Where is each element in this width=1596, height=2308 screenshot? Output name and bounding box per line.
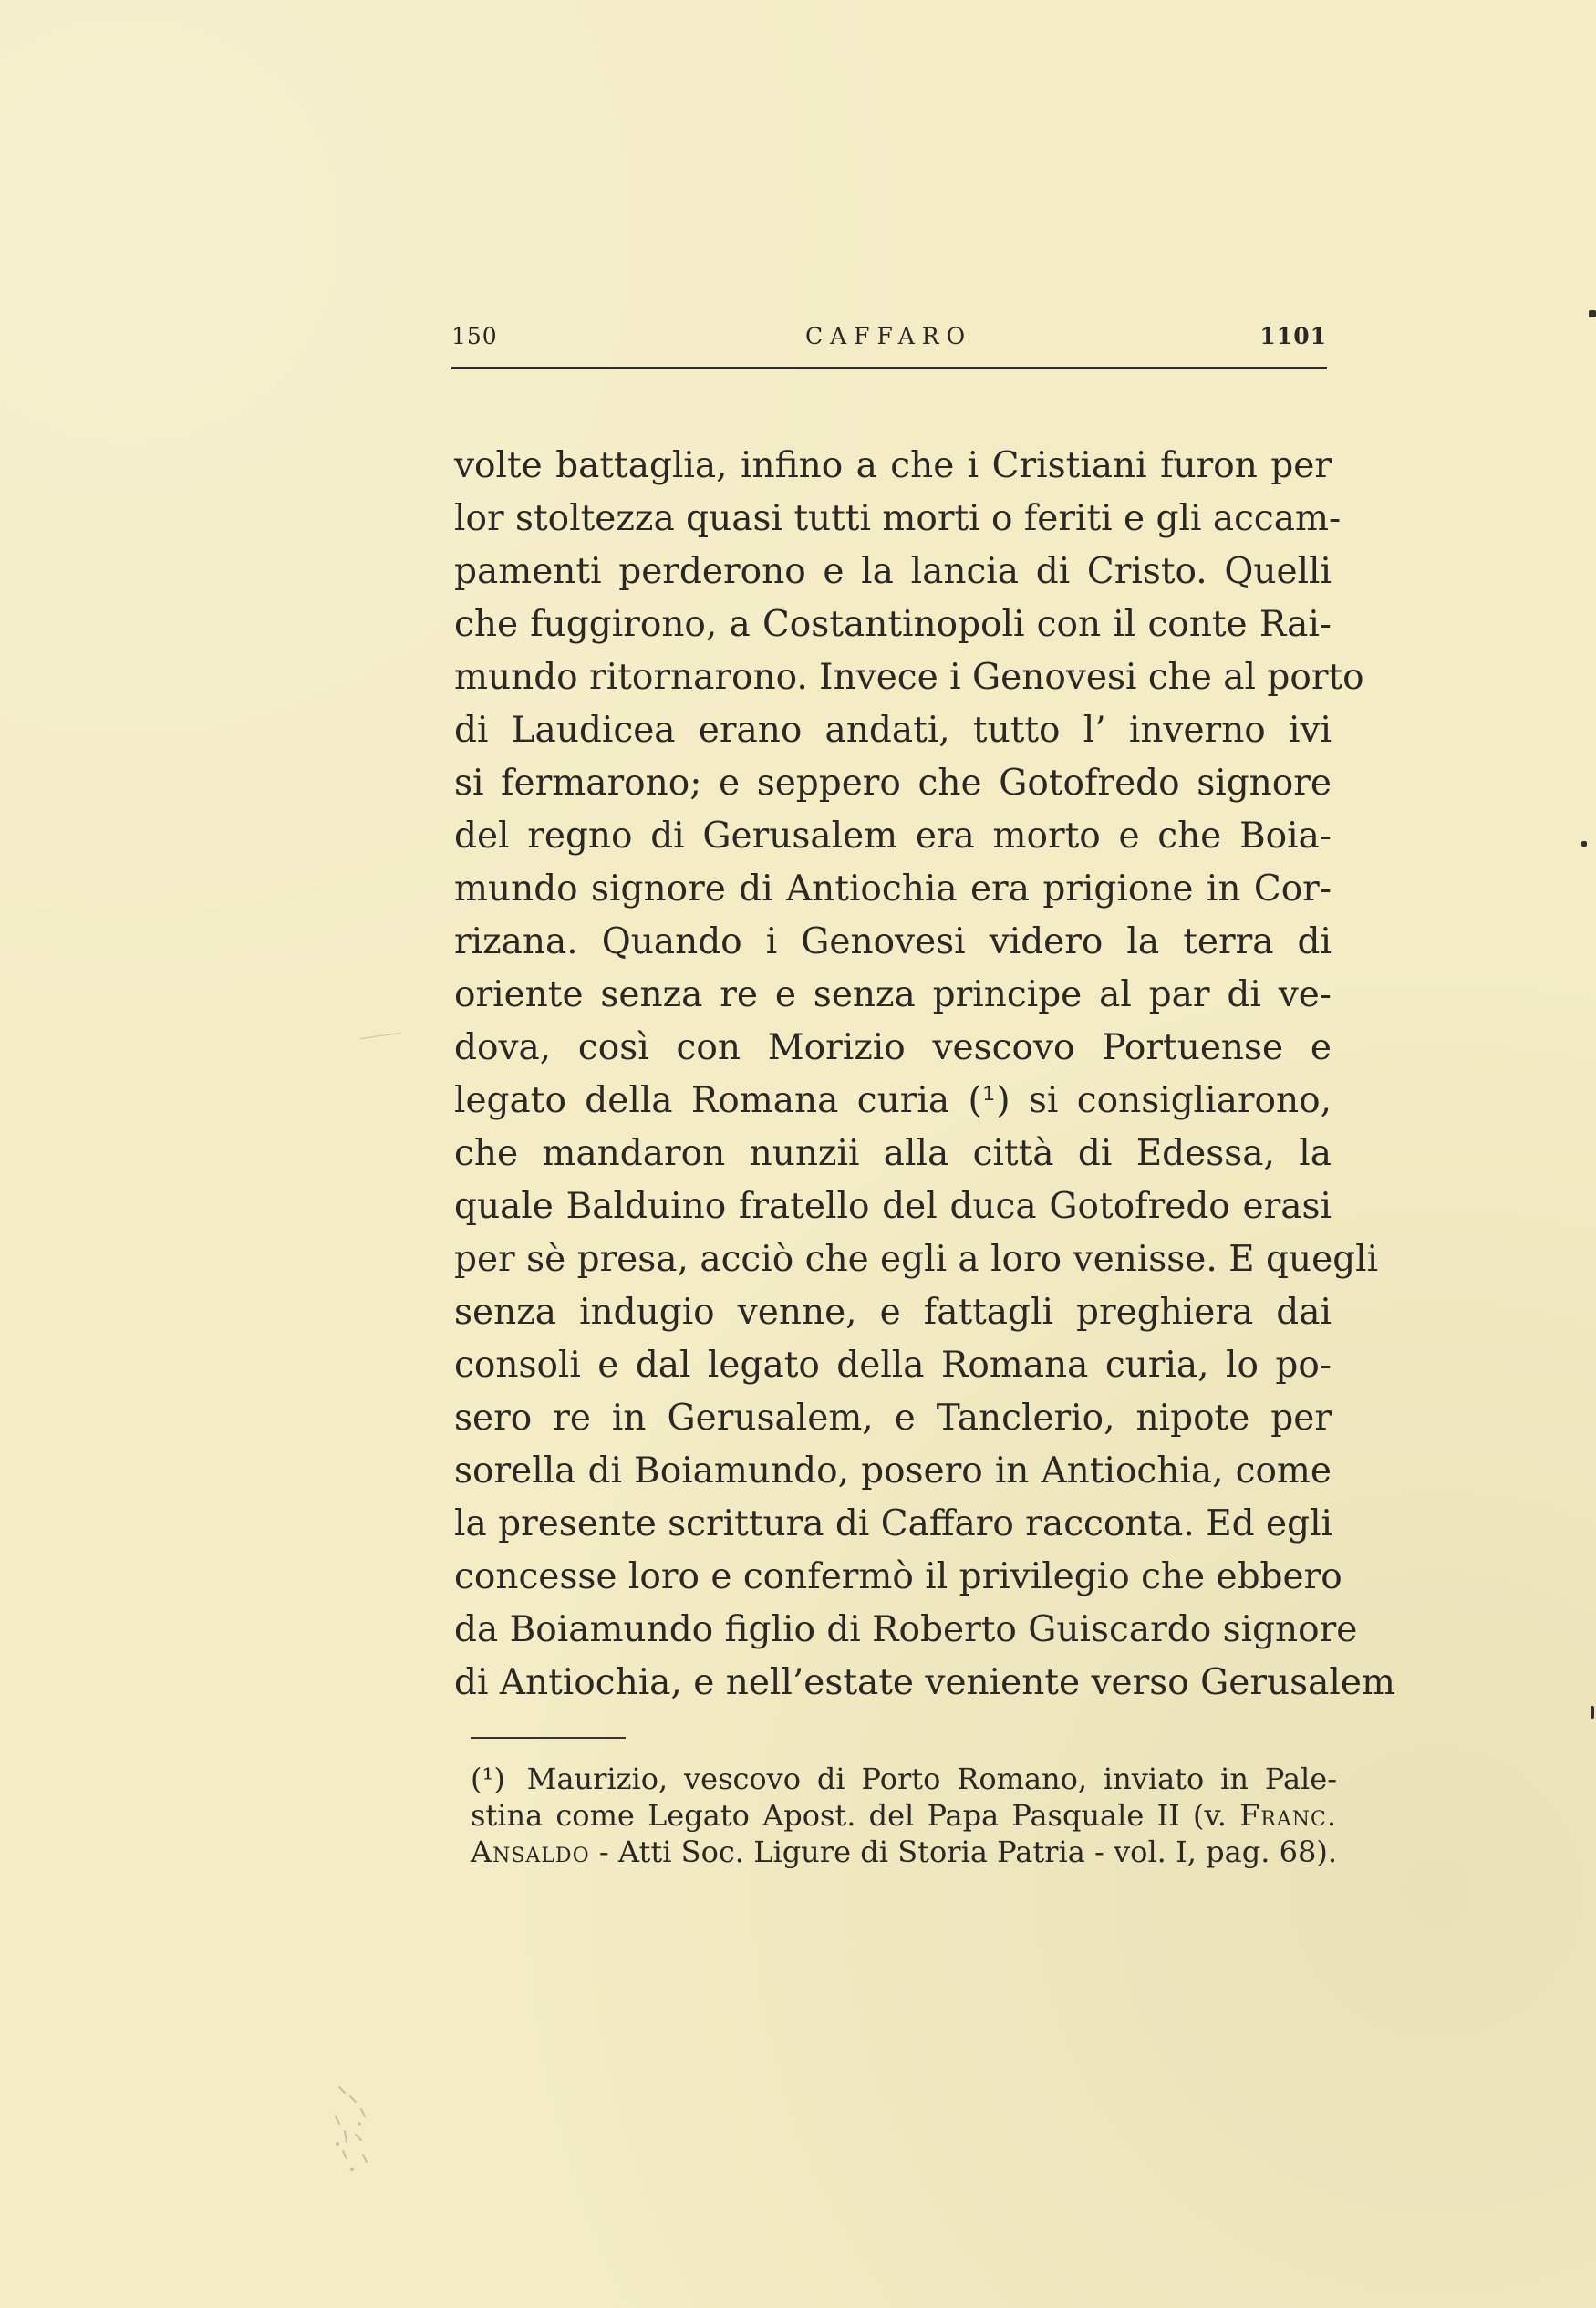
body-line: mundo signore di Antiochia era prigione in Cor- [454,868,1332,910]
body-line: si fermarono; e seppero che Gotofredo signore [454,763,1332,804]
body-line: la presente scrittura di Caffaro racconta. Ed egli [454,1503,1333,1544]
header-rule [451,367,1327,369]
body-line: di Antiochia, e nell’estate veniente verso Gerusalem [454,1662,1395,1703]
author-name: Ansaldo [471,1835,590,1869]
page-number: 150 [451,323,498,349]
running-title: CAFFARO [805,323,973,349]
body-line: da Boiamundo figlio di Roberto Guiscardo signore [454,1609,1358,1650]
page-header [451,325,1327,361]
body-line: concesse loro e confermò il privilegio che ebbero [454,1556,1342,1597]
body-line: sero re in Gerusalem, e Tanclerio, nipote per [454,1398,1332,1439]
body-line: oriente senza re e senza principe al par di ve- [454,974,1332,1015]
page-edge-mark [1589,310,1596,317]
body-text [454,440,1395,1710]
body-line: mundo ritornarono. Invece i Genovesi che al porto [454,657,1364,698]
body-line: che mandaron nunzii alla città di Edessa, la [454,1133,1332,1174]
margin-mark [360,1033,401,1039]
footnote-text: stina come Legato Apost. del Papa Pasquale II (v. [471,1798,1227,1833]
body-line: di Laudicea erano andati, tutto l’ inverno ivi [454,710,1332,751]
body-line: legato della Romana curia (¹) si consigliarono, [454,1080,1332,1121]
author-abbreviation: Franc. [1239,1798,1338,1833]
body-line: che fuggirono, a Costantinopoli con il conte Rai- [454,604,1332,645]
footnote-text: Maurizio, vescovo di Porto Romano, inviato in Pale- [526,1762,1338,1796]
footnote-rule [471,1737,626,1739]
footnote-citation: - Atti Soc. Ligure di Storia Patria - vol. I, pag. 68). [598,1835,1337,1869]
body-line: rizana. Quando i Genovesi videro la terra di [454,921,1332,962]
body-line: pamenti perderono e la lancia di Cristo. Quelli [454,551,1332,592]
body-line: per sè presa, acciò che egli a loro venisse. E quegli [454,1239,1379,1280]
body-line: dova, così con Morizio vescovo Portuense e [454,1027,1332,1068]
page-edge-mark [1581,841,1587,847]
footnote-line-2 [471,1797,1337,1834]
paper-stain [319,2080,392,2180]
footnote-marker: (¹) [471,1762,505,1796]
body-line: volte battaglia, infino a che i Cristiani furon per [454,445,1332,486]
footnote-line-3 [471,1834,1337,1870]
year-marker: 1101 [1259,323,1327,349]
body-line: quale Balduino fratello del duca Gotofredo erasi [454,1186,1332,1227]
body-line: del regno di Gerusalem era morto e che Boia- [454,816,1332,857]
footnote-line-1 [471,1761,1337,1797]
footnote [471,1761,1337,1870]
page-edge-mark [1591,1706,1594,1719]
body-line: senza indugio venne, e fattagli preghiera dai [454,1292,1332,1333]
body-line: sorella di Boiamundo, posero in Antiochia, come [454,1450,1332,1492]
body-line: lor stoltezza quasi tutti morti o feriti e gli accam- [454,498,1342,539]
body-line: consoli e dal legato della Romana curia, lo po- [454,1345,1332,1386]
